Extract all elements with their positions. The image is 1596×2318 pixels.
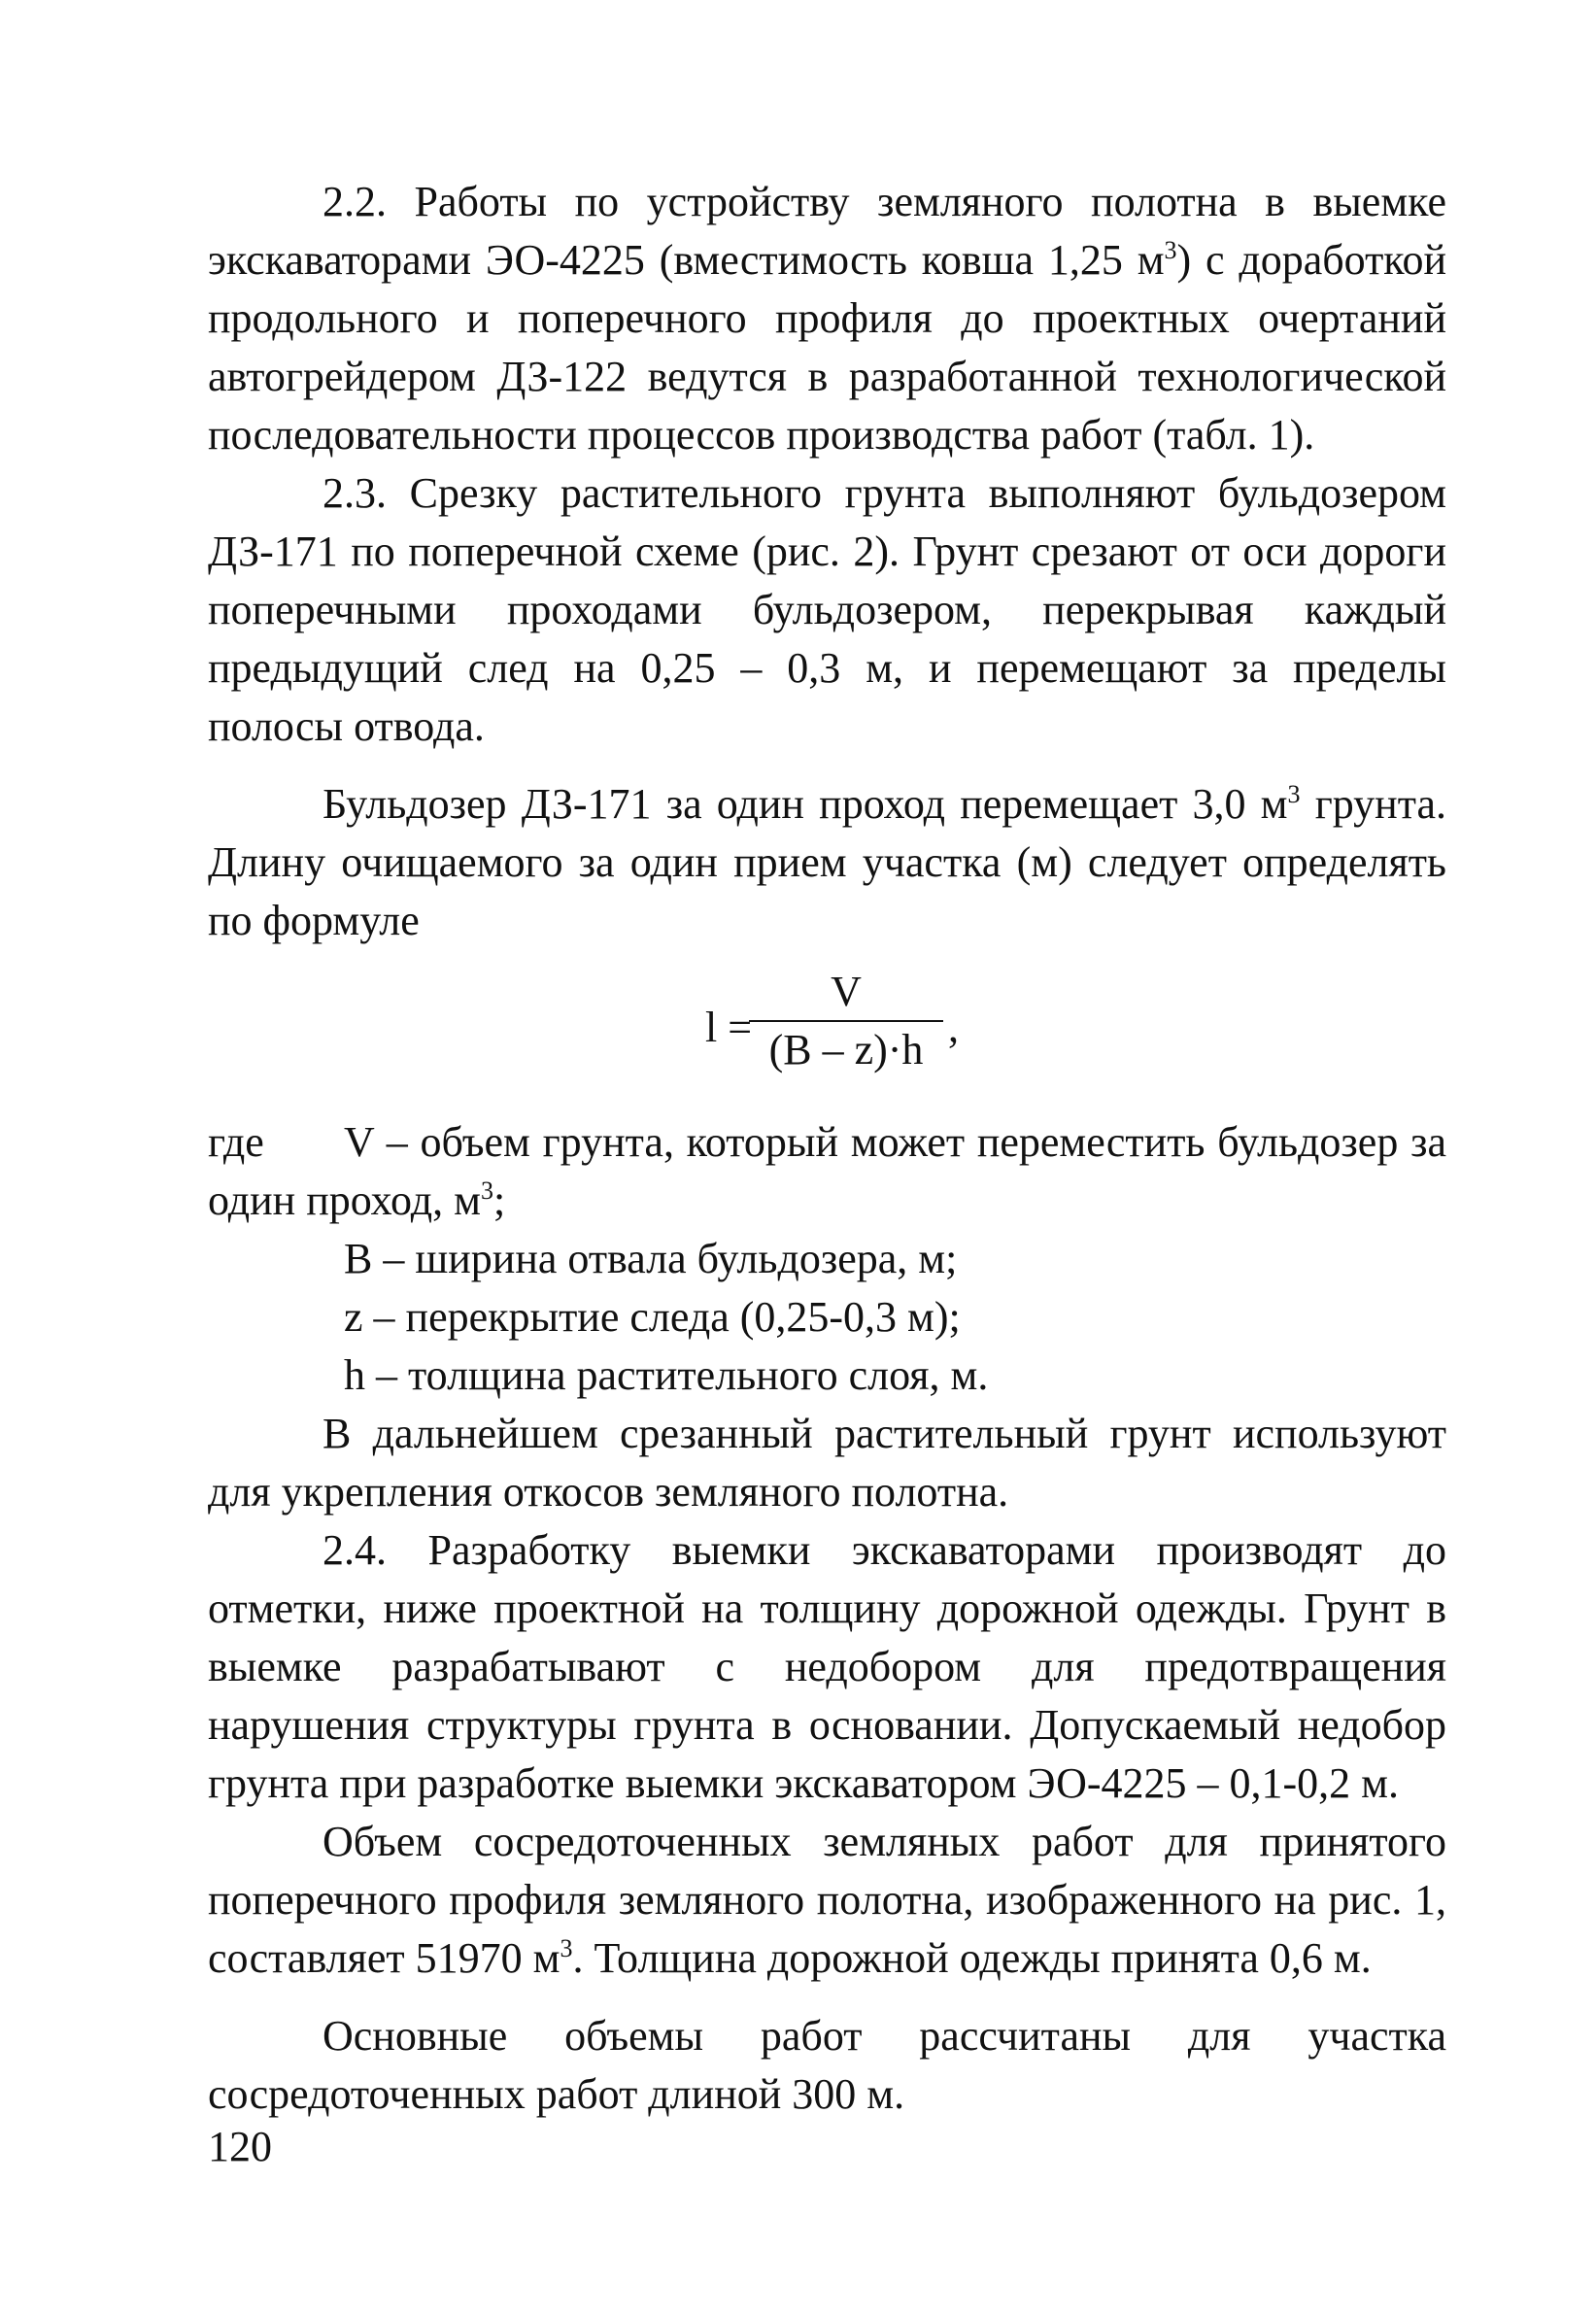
formula-numerator: V: [831, 968, 862, 1015]
where-z: z – перекрытие следа (0,25-0,3 м);: [344, 1293, 961, 1341]
document-page: [208, 173, 1446, 2124]
paragraph-further-use: В дальнейшем срезанный растительный грунт используют для укрепления откосов земляного полотна.: [208, 1410, 1446, 1516]
paragraph-bulldozer: Бульдозер ДЗ-171 за один проход перемещает 3,0 $м^3$ грунта. Длину очищаемого за один прием участка (м) следует определять по формуле: [208, 780, 1447, 944]
paragraph-2-3: 2.3. Срезку растительного грунта выполняют бульдозером ДЗ-171 по поперечной схеме (рис. 2). Грунт срезают от оси дороги поперечными проходами бульдозером, перекрывая каждый предыдущий след на 0,25 – 0,3 м, и перемещают за пределы полосы отвода.: [208, 469, 1446, 750]
formula-comma: ,: [948, 1004, 959, 1051]
superscript-3: 3: [1287, 780, 1301, 808]
formula-length: [208, 968, 1446, 1113]
superscript-3: 3: [1164, 236, 1177, 264]
paragraph-volume: Объем сосредоточенных земляных работ для принятого поперечного профиля земляного полотна, изображенного на рис. 1, составляет 51970 $м^3$. Толщина дорожной одежды принята 0,6 м.: [208, 1818, 1446, 1982]
page-number: 120: [208, 2123, 272, 2170]
where-h: h – толщина растительного слоя, м.: [344, 1351, 989, 1399]
paragraph-main-volumes: Основные объемы работ рассчитаны для участка сосредоточенных работ длиной 300 м.: [208, 2012, 1446, 2118]
formula-fraction: [749, 968, 943, 1074]
paragraph-2-4: 2.4. Разработку выемки экскаваторами производят до отметки, ниже проектной на толщину дорожной одежды. Грунт в выемке разрабатывают с недобором для предотвращения нарушения структуры грунта в основании. Допускаемый недобор грунта при разработке выемки экскаватором ЭО-4225 – 0,1-0,2 м.: [208, 1526, 1446, 1807]
formula-denominator: (B – z)·h: [768, 1026, 924, 1074]
fraction-bar: [749, 1020, 943, 1022]
paragraph-2-2: 2.2. Работы по устройству земляного полотна в выемке экскаваторами ЭО-4225 (вместимость ковша 1,25 $м^3$) с доработкой продольного и поперечного профиля до проектных очертаний автогрейдером ДЗ-122 ведутся в разработанной технологической последовательности процессов производства работ (табл. 1).: [208, 178, 1446, 459]
where-v: где V – объем грунта, который может переместить бульдозер за один проход, $м^3$;: [208, 1113, 1446, 1230]
superscript-3: 3: [480, 1176, 493, 1205]
formula-lhs: l =: [705, 1004, 753, 1051]
where-b: B – ширина отвала бульдозера, м;: [344, 1235, 958, 1282]
where-keyword: где: [208, 1118, 264, 1166]
superscript-3: 3: [560, 1934, 573, 1962]
